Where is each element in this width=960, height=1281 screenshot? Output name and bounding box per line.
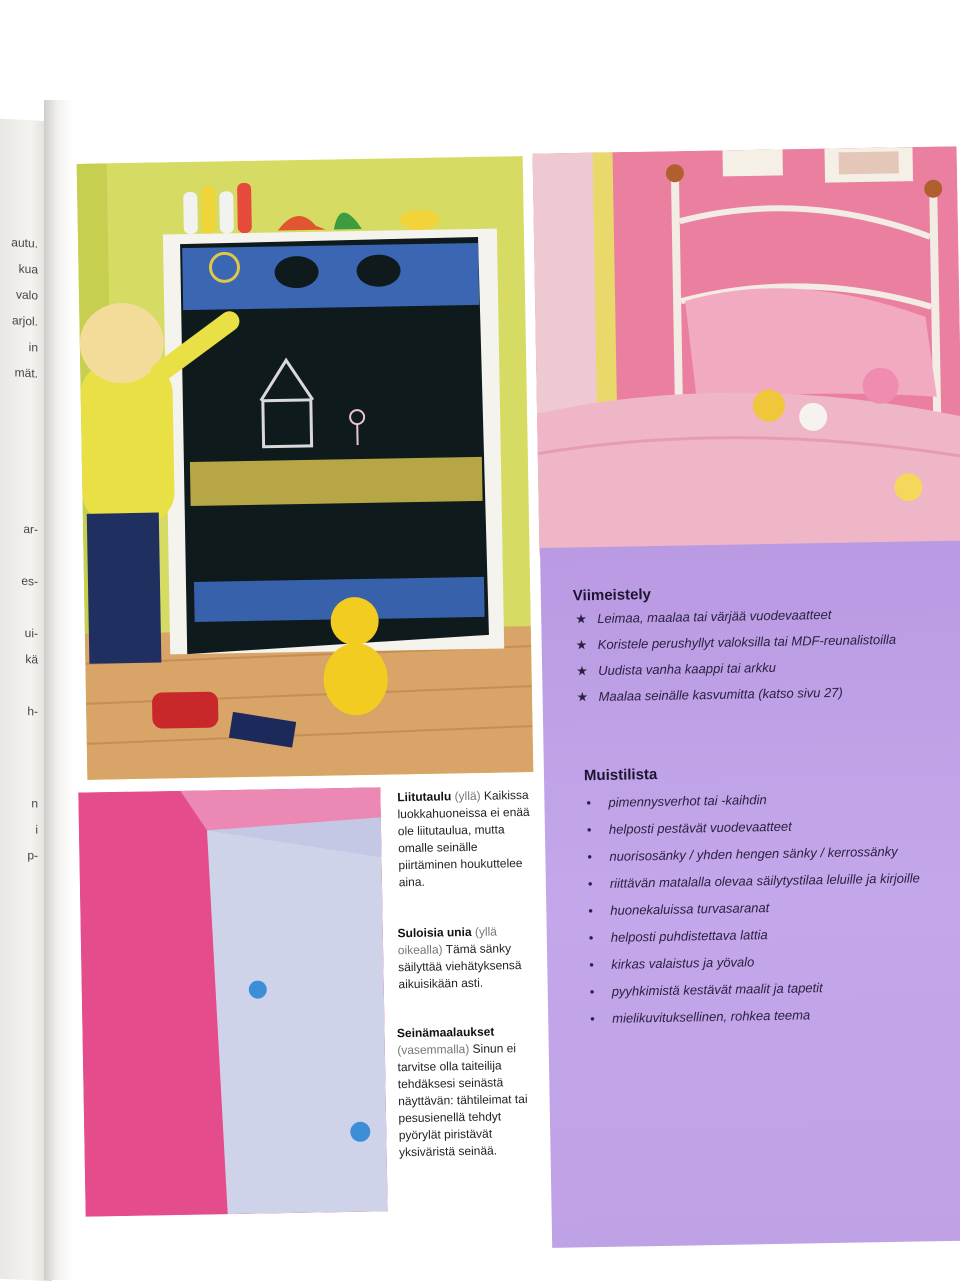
left-page-text-fragment: kä [25, 652, 38, 667]
list-item-text: Koristele perushyllyt valoksilla tai MDF-reunalistoilla [598, 632, 897, 652]
list-item-text: Maalaa seinälle kasvumitta (katso sivu 27) [598, 685, 842, 704]
left-page-text-fragment: mät. [15, 365, 38, 380]
left-page-text-fragment: p- [27, 848, 38, 863]
caption-position-note: (vasemmalla) [397, 1042, 469, 1057]
list-item [576, 684, 897, 716]
viimeistely-list [575, 606, 897, 716]
caption-text: Tämä sänky säilyttää viehätyksensä aikuisikään asti. [398, 941, 522, 991]
caption-sweet-dreams [397, 923, 538, 993]
caption-title: Liitutaulu [397, 789, 451, 804]
left-page-text-fragment: in [29, 340, 38, 354]
caption-chalkboard [397, 787, 539, 891]
chalkboard-photo [77, 156, 534, 780]
dot-icon: • [590, 984, 595, 999]
left-page-text-fragment: n [31, 796, 38, 810]
left-page-text-fragment: kua [19, 262, 38, 277]
star-icon: ★ [576, 663, 588, 679]
dot-icon: • [586, 795, 591, 810]
list-item-text: huonekaluissa turvasaranat [610, 900, 769, 918]
painted-wall-photo [78, 787, 387, 1216]
caption-position-note: (yllä) [454, 789, 480, 803]
dot-icon: • [588, 903, 593, 918]
viimeistely-heading: Viimeistely [573, 586, 651, 604]
muistilista-heading: Muistilista [584, 766, 658, 784]
star-icon: ★ [576, 637, 588, 653]
dot-icon: • [587, 822, 592, 837]
list-item-text: Leimaa, maalaa tai värjää vuodevaatteet [597, 607, 831, 626]
list-item-text: helposti pestävät vuodevaatteet [609, 819, 792, 837]
caption-position-note: (yllä oikealla) [398, 924, 497, 957]
list-item-text: nuorisosänky / yhden hengen sänky / kerrossänky [609, 844, 898, 864]
left-page-text-fragment: autu. [11, 235, 38, 250]
list-item-text: kirkas valaistus ja yövalo [611, 954, 754, 971]
dot-icon: • [588, 876, 593, 891]
list-item-text: Uudista vanha kaappi tai arkku [598, 660, 776, 678]
bed-photo [533, 146, 960, 555]
caption-text: Kaikissa luokkahuoneissa ei enää ole liitutaulua, mutta omalle seinälle piirtäminen houkuttelee aina. [397, 788, 529, 889]
muistilista-list [586, 789, 922, 1038]
dot-icon: • [587, 849, 592, 864]
list-item-text: pimennysverhot tai -kaihdin [608, 792, 766, 810]
list-item [590, 1005, 922, 1038]
list-item-text: pyyhkimistä kestävät maalit ja tapetit [612, 980, 823, 999]
left-page-text-fragment: h- [27, 704, 38, 719]
caption-title: Seinämaalaukset [397, 1025, 495, 1041]
left-page-text-fragment: i [35, 822, 38, 836]
bed-illustration [533, 146, 960, 555]
caption-wall-paintings [397, 1023, 539, 1161]
book-gutter [44, 100, 74, 1280]
left-page-text-fragment: es- [21, 574, 38, 589]
list-item-text: riittävän matalalla olevaa säilytystilaa leluille ja kirjoille [610, 870, 920, 890]
dot-icon: • [589, 930, 594, 945]
caption-title: Suloisia unia [397, 925, 471, 940]
left-page-text-fragment: ui- [25, 626, 38, 641]
list-item-text: helposti puhdistettava lattia [611, 927, 768, 945]
dot-icon: • [589, 957, 594, 972]
chalkboard-illustration [77, 156, 534, 780]
caption-text: Sinun ei tarvitse olla taiteilija tehdäksesi seinästä näyttävän: tähtileimat tai pesusienellä tehdyt pyörylät piristävät yksiväristä seinää. [397, 1041, 527, 1159]
left-page-text-fragment: valo [16, 287, 38, 302]
star-icon: ★ [576, 689, 588, 705]
painted-wall-illustration [78, 787, 387, 1216]
dot-icon: • [590, 1011, 595, 1026]
left-page-text-fragment: arjol. [12, 313, 38, 328]
list-item-text: mielikuvituksellinen, rohkea teema [612, 1007, 810, 1025]
star-icon: ★ [575, 611, 587, 627]
left-page-text-fragment: ar- [23, 522, 38, 537]
tips-panel [540, 541, 960, 1248]
